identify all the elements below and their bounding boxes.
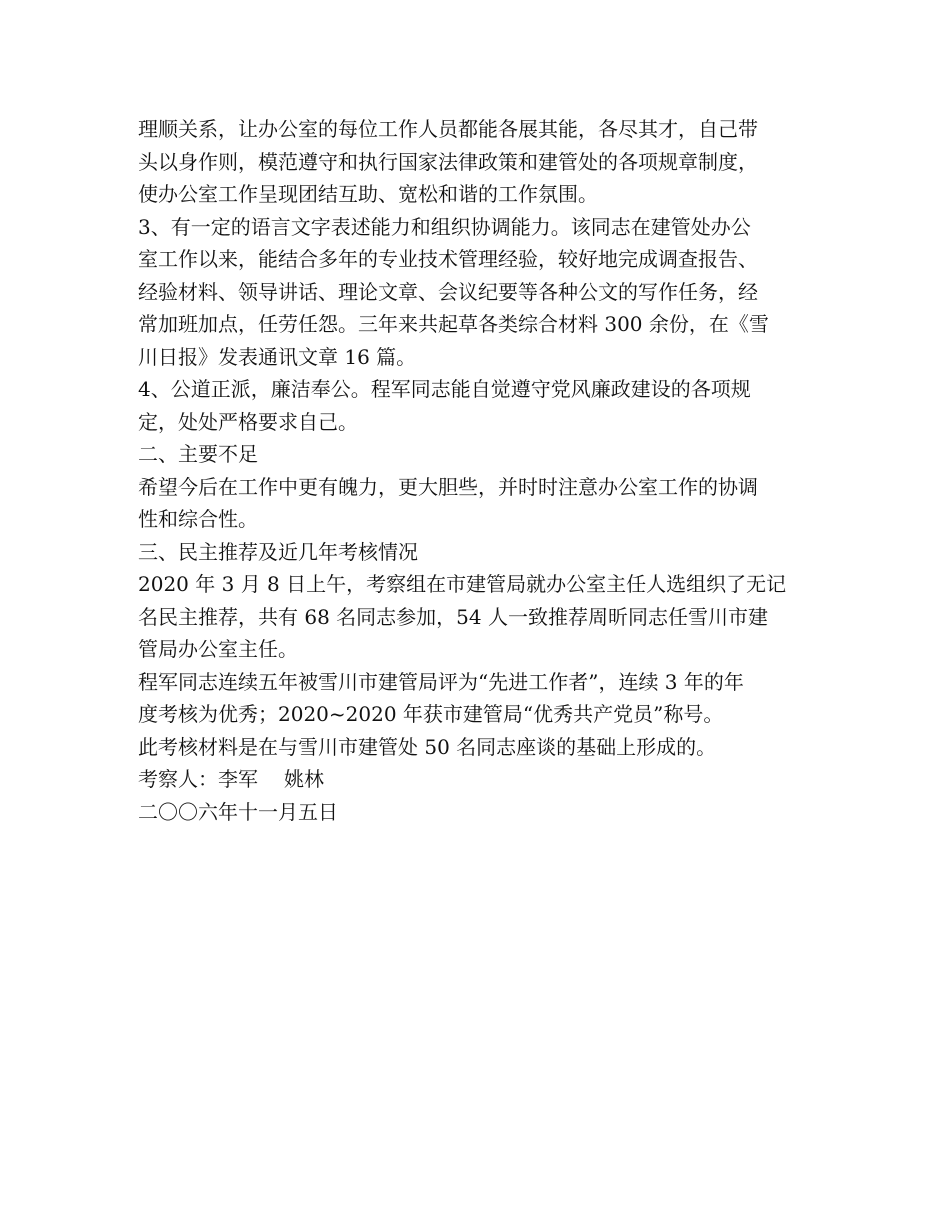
text-line: 3、有一定的语言文字表述能力和组织协调能力。该同志在建管处办公	[138, 214, 751, 239]
text-line: 程军同志连续五年被雪川市建管局评为“先进工作者”，连续 3 年的年	[138, 669, 744, 694]
text-line: 经验材料、领导讲话、理论文章、会议纪要等各种公文的写作任务，经	[138, 279, 758, 304]
section-heading-recommendation: 三、民主推荐及近几年考核情况	[138, 539, 418, 564]
text-line: 度考核为优秀；2020~2020 年获市建管局“优秀共产党员”称号。	[138, 702, 724, 726]
text-line: 名民主推荐，共有 68 名同志参加，54 人一致推荐周昕同志任雪川市建	[138, 604, 768, 629]
text-line: 定，处处严格要求自己。	[138, 409, 358, 434]
text-line: 希望今后在工作中更有魄力，更大胆些，并时时注意办公室工作的协调	[138, 474, 758, 499]
inspectors-second: 姚林	[284, 767, 324, 791]
text-line: 头以身作则，模范遵守和执行国家法律政策和建管处的各项规章制度，	[138, 149, 758, 174]
text-line: 性和综合性。	[138, 507, 258, 531]
text-line: 使办公室工作呈现团结互助、宽松和谐的工作氛围。	[138, 182, 598, 206]
document-date: 二〇〇六年十一月五日	[138, 799, 338, 824]
text-line: 川日报》发表通讯文章 16 篇。	[138, 344, 417, 369]
text-line: 理顺关系，让办公室的每位工作人员都能各展其能，各尽其才，自己带	[138, 117, 758, 141]
section-heading-shortcomings: 二、主要不足	[138, 442, 258, 466]
text-line: 管局办公室主任。	[138, 637, 298, 661]
document-body	[138, 113, 818, 828]
text-line: 常加班加点，任劳任怨。三年来共起草各类综合材料 300 余份，在《雪	[138, 312, 769, 336]
inspectors-line	[138, 763, 818, 796]
text-line: 2020 年 3 月 8 日上午，考察组在市建管局就办公室主任人选组织了无记	[138, 572, 787, 596]
text-line: 室工作以来，能结合多年的专业技术管理经验，较好地完成调查报告、	[138, 247, 758, 271]
text-line: 此考核材料是在与雪川市建管处 50 名同志座谈的基础上形成的。	[138, 734, 717, 759]
inspectors-label: 考察人：李军	[138, 767, 258, 791]
text-line: 4、公道正派，廉洁奉公。程军同志能自觉遵守党风廉政建设的各项规	[138, 377, 751, 401]
